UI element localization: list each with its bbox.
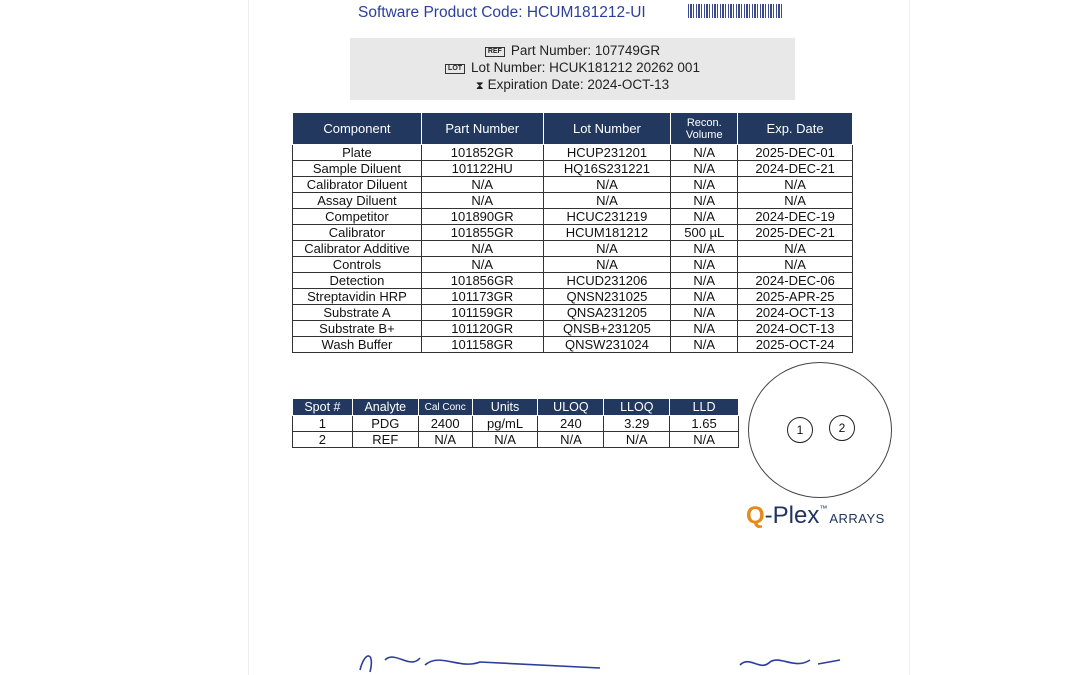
table-cell: 101852GR (421, 145, 543, 161)
analytes-header-row (293, 399, 739, 416)
spot-2: 2 (829, 415, 855, 441)
table-cell: Substrate B+ (293, 321, 422, 337)
table-cell: 101159GR (421, 305, 543, 321)
part-number: Part Number: 107749GR (510, 43, 661, 58)
table-cell: N/A (738, 241, 853, 257)
lot-number: Lot Number: HCUK181212 20262 001 (471, 60, 700, 75)
lot-number-row (350, 60, 795, 75)
table-cell: N/A (543, 193, 671, 209)
column-header: Spot # (293, 399, 353, 416)
table-cell: N/A (738, 257, 853, 273)
table-cell: 1 (293, 416, 353, 432)
table-cell: Streptavidin HRP (293, 289, 422, 305)
software-product-code: Software Product Code: HCUM181212-UI (358, 4, 646, 21)
well-diagram (748, 362, 892, 498)
table-cell: N/A (604, 432, 670, 448)
table-cell: N/A (738, 193, 853, 209)
table-cell: N/A (472, 432, 538, 448)
table-cell: Calibrator Additive (293, 241, 422, 257)
column-header: Component (293, 113, 422, 145)
table-cell: HCUM181212 (543, 225, 671, 241)
table-cell: 2024-DEC-06 (738, 273, 853, 289)
component-row (293, 177, 853, 193)
table-cell: QNSA231205 (543, 305, 671, 321)
component-row (293, 241, 853, 257)
table-cell: N/A (671, 193, 738, 209)
components-table (292, 112, 853, 353)
table-cell: HQ16S231221 (543, 161, 671, 177)
table-cell: N/A (421, 257, 543, 273)
table-cell: N/A (671, 177, 738, 193)
qplex-logo (746, 502, 885, 530)
table-cell: HCUC231219 (543, 209, 671, 225)
table-cell: N/A (671, 289, 738, 305)
kit-info-box (350, 38, 795, 100)
table-cell: Sample Diluent (293, 161, 422, 177)
ref-symbol: REF (485, 47, 505, 57)
table-cell: 2 (293, 432, 353, 448)
table-cell: 240 (538, 416, 604, 432)
table-cell: 101890GR (421, 209, 543, 225)
column-header: Lot Number (543, 113, 671, 145)
component-row (293, 289, 853, 305)
table-cell: 2024-DEC-19 (738, 209, 853, 225)
table-cell: 2024-OCT-13 (738, 321, 853, 337)
table-cell: N/A (418, 432, 472, 448)
table-cell: 3.29 (604, 416, 670, 432)
table-cell: N/A (671, 273, 738, 289)
table-cell: N/A (538, 432, 604, 448)
column-header: LLD (670, 399, 739, 416)
table-cell: REF (352, 432, 418, 448)
lot-symbol: LOT (445, 64, 465, 74)
table-cell: N/A (671, 321, 738, 337)
column-header: Analyte (352, 399, 418, 416)
table-cell: 2024-DEC-21 (738, 161, 853, 177)
table-cell: QNSN231025 (543, 289, 671, 305)
table-cell: Controls (293, 257, 422, 273)
table-cell: N/A (670, 432, 739, 448)
table-cell: QNSB+231205 (543, 321, 671, 337)
column-header: Recon. Volume (671, 113, 738, 145)
part-number-row (350, 43, 795, 58)
component-row (293, 337, 853, 353)
table-cell: N/A (421, 177, 543, 193)
table-cell: HCUP231201 (543, 145, 671, 161)
column-header: Exp. Date (738, 113, 853, 145)
component-row (293, 321, 853, 337)
spot-1: 1 (787, 417, 813, 443)
table-cell: N/A (671, 337, 738, 353)
table-cell: Substrate A (293, 305, 422, 321)
column-header: ULOQ (538, 399, 604, 416)
hourglass-icon: ⧗ (475, 80, 484, 92)
column-header: Cal Conc (418, 399, 472, 416)
analytes-table (292, 398, 739, 448)
column-header: Units (472, 399, 538, 416)
table-cell: N/A (671, 305, 738, 321)
table-cell: N/A (671, 161, 738, 177)
logo-plex: -Plex (764, 502, 820, 529)
table-cell: HCUD231206 (543, 273, 671, 289)
table-cell: Detection (293, 273, 422, 289)
table-cell: 2400 (418, 416, 472, 432)
table-cell: N/A (671, 145, 738, 161)
table-cell: N/A (543, 241, 671, 257)
table-cell: N/A (671, 241, 738, 257)
signature-scribble (340, 640, 860, 675)
component-row (293, 257, 853, 273)
table-cell: Calibrator (293, 225, 422, 241)
table-cell: 101158GR (421, 337, 543, 353)
table-cell: 101856GR (421, 273, 543, 289)
table-cell: Calibrator Diluent (293, 177, 422, 193)
barcode (688, 4, 784, 18)
analyte-row (293, 432, 739, 448)
table-cell: N/A (421, 193, 543, 209)
table-cell: Plate (293, 145, 422, 161)
table-cell: 101122HU (421, 161, 543, 177)
table-cell: 1.65 (670, 416, 739, 432)
logo-q: Q (746, 502, 765, 529)
table-cell: N/A (671, 257, 738, 273)
table-cell: N/A (543, 257, 671, 273)
table-cell: N/A (738, 177, 853, 193)
component-row (293, 225, 853, 241)
table-cell: Assay Diluent (293, 193, 422, 209)
table-cell: 101120GR (421, 321, 543, 337)
component-row (293, 145, 853, 161)
table-cell: PDG (352, 416, 418, 432)
logo-arrays: ARRAYS (829, 511, 885, 526)
component-row (293, 161, 853, 177)
component-row (293, 305, 853, 321)
logo-tm: ™ (819, 504, 828, 513)
table-cell: 2025-DEC-21 (738, 225, 853, 241)
column-header: Part Number (421, 113, 543, 145)
table-cell: N/A (543, 177, 671, 193)
component-row (293, 193, 853, 209)
expiration-row (350, 77, 795, 93)
table-cell: 500 µL (671, 225, 738, 241)
table-cell: N/A (671, 209, 738, 225)
table-cell: 101855GR (421, 225, 543, 241)
table-cell: Competitor (293, 209, 422, 225)
table-cell: 2025-OCT-24 (738, 337, 853, 353)
table-cell: N/A (421, 241, 543, 257)
table-cell: 2025-APR-25 (738, 289, 853, 305)
table-cell: Wash Buffer (293, 337, 422, 353)
analyte-row (293, 416, 739, 432)
components-header-row (293, 113, 853, 145)
table-cell: QNSW231024 (543, 337, 671, 353)
column-header: LLOQ (604, 399, 670, 416)
table-cell: 2025-DEC-01 (738, 145, 853, 161)
table-cell: pg/mL (472, 416, 538, 432)
expiration-date: Expiration Date: 2024-OCT-13 (487, 77, 670, 92)
table-cell: 101173GR (421, 289, 543, 305)
component-row (293, 273, 853, 289)
table-cell: 2024-OCT-13 (738, 305, 853, 321)
component-row (293, 209, 853, 225)
